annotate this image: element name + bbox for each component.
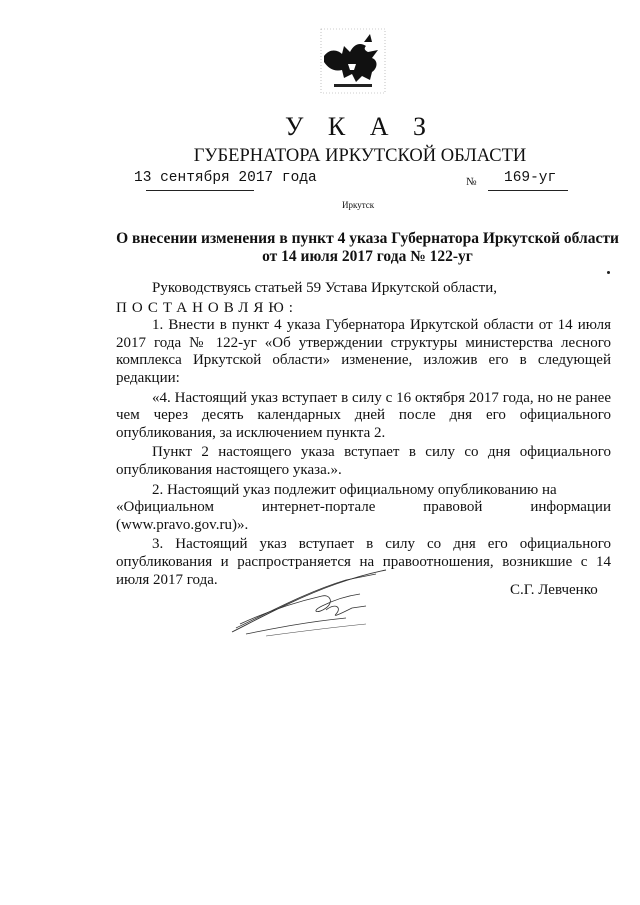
subject-line-1: О внесении изменения в пункт 4 указа Губернатора Иркутской области bbox=[116, 230, 619, 247]
paragraph-2-cont: «Официальном интернет-портале правовой информации (www.pravo.gov.ru)». bbox=[116, 499, 611, 533]
paragraph-quote-4: «4. Настоящий указ вступает в силу с 16 октября 2017 года, но не ранее чем через десять календарных дней после дня его официального опубликования, за исключением пункта 2. bbox=[116, 389, 611, 441]
document-subject bbox=[100, 230, 635, 266]
ink-dot bbox=[607, 271, 610, 274]
document-body bbox=[116, 280, 611, 591]
signature-image bbox=[226, 562, 396, 642]
coat-of-arms-icon bbox=[320, 28, 386, 94]
paragraph-quote-2: Пункт 2 настоящего указа вступает в силу со дня официального опубликования настоящего указа.». bbox=[116, 444, 611, 478]
document-subtitle: ГУБЕРНАТОРА ИРКУТСКОЙ ОБЛАСТИ bbox=[193, 146, 527, 166]
number-label: № bbox=[466, 176, 477, 188]
document-title: У К А З bbox=[284, 112, 436, 141]
paragraph-3: 3. Настоящий указ вступает в силу со дня его официального опубликования и распространяется на правоотношения, возникшие с 14 июля 2017 года. bbox=[116, 536, 611, 588]
paragraph-1: 1. Внести в пункт 4 указа Губернатора Иркутской области от 14 июля 2017 года № 122-уг «Об утверждении структуры министерства лесного комплекса Иркутской области» изменение, изложив его в следующей редакции: bbox=[116, 317, 611, 386]
document-date: 13 сентября 2017 года bbox=[134, 170, 317, 186]
subject-line-2: от 14 июля 2017 года № 122-уг bbox=[262, 248, 473, 265]
number-underline bbox=[488, 190, 568, 191]
signer-name: С.Г. Левченко bbox=[510, 582, 598, 598]
document-number: 169-уг bbox=[504, 170, 557, 186]
decree-word: ПОСТАНОВЛЯЮ: bbox=[116, 299, 298, 316]
paragraph-2 bbox=[116, 482, 611, 500]
basis-paragraph: Руководствуясь статьей 59 Устава Иркутской области, bbox=[152, 280, 498, 296]
date-underline bbox=[146, 190, 254, 191]
document-city: Иркутск bbox=[342, 200, 375, 210]
paragraph-2-line-1: 2. Настоящий указ подлежит официальному опубликованию на bbox=[152, 481, 557, 498]
